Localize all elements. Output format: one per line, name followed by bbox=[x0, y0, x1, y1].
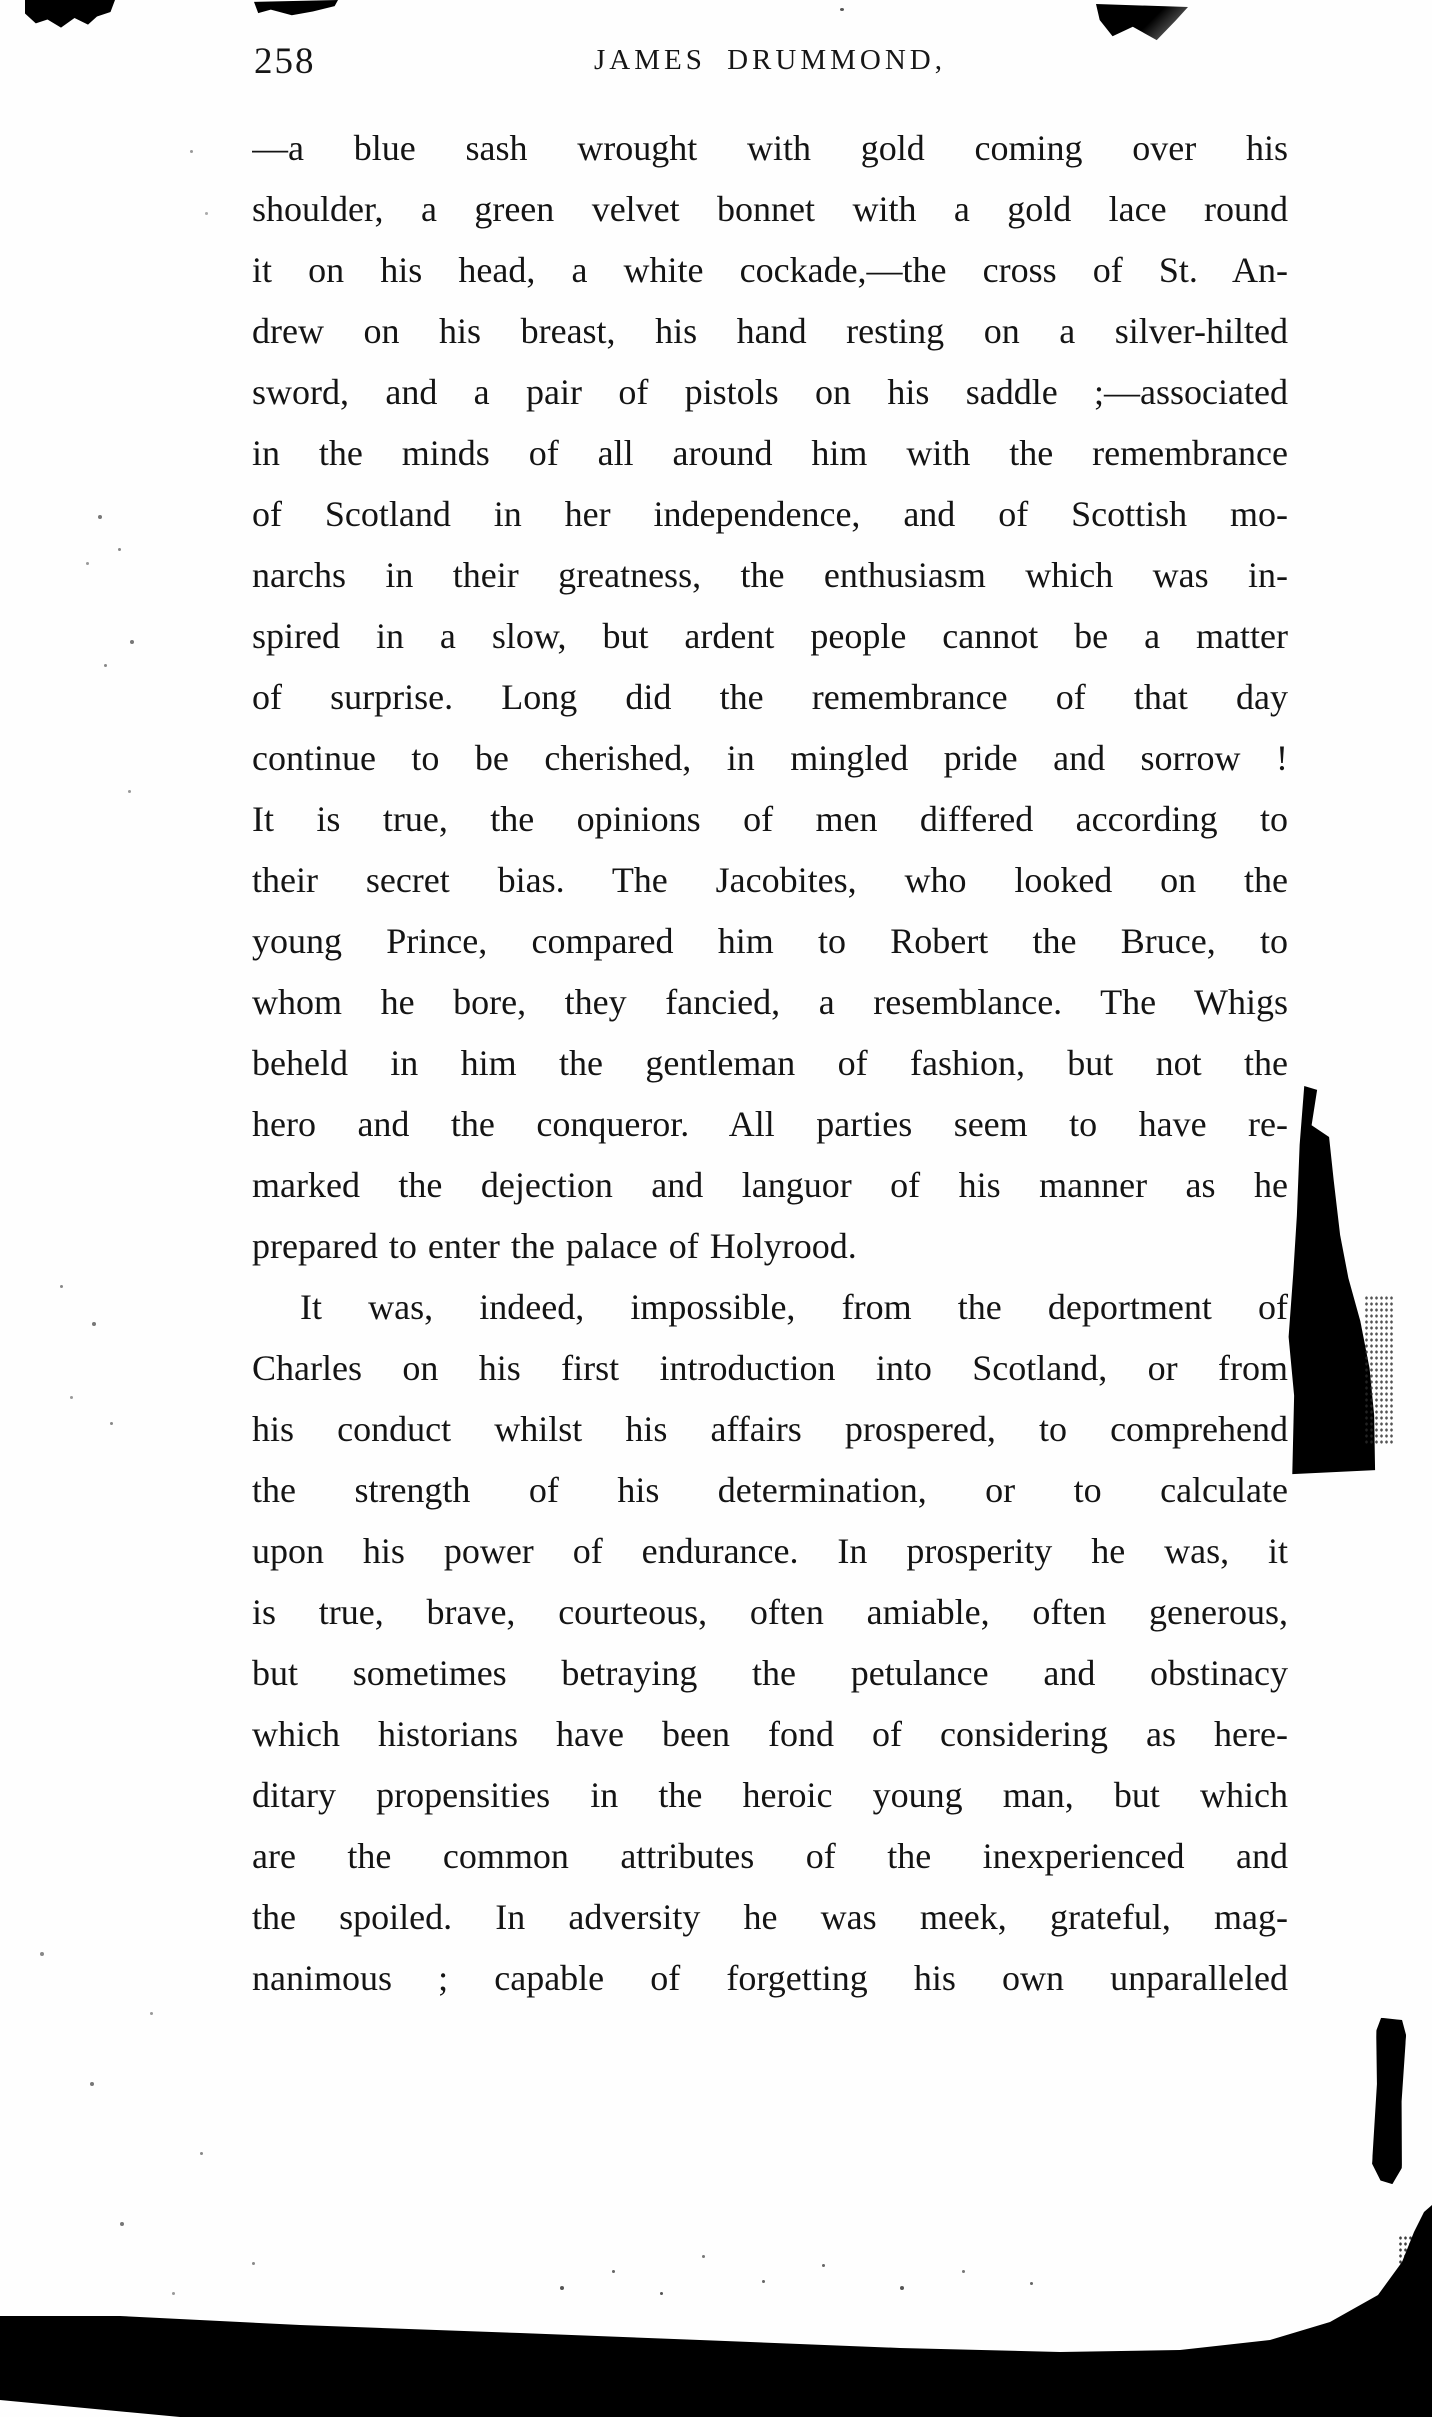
text-line: his conduct whilst his affairs prospered, to comprehend bbox=[252, 1409, 1288, 1449]
text-line: ditary propensities in the heroic young man, but which bbox=[252, 1775, 1288, 1815]
text-line: hero and the conqueror. All parties seem to have re- bbox=[252, 1104, 1288, 1144]
text-line: whom he bore, they fancied, a resemblance. The Whigs bbox=[252, 982, 1288, 1022]
scan-artifact-top-right-smudge bbox=[1096, 4, 1188, 42]
text-line: beheld in him the gentleman of fashion, but not the bbox=[252, 1043, 1288, 1083]
text-line: It is true, the opinions of men differed according to bbox=[252, 799, 1288, 839]
text-line: but sometimes betraying the petulance and obstinacy bbox=[252, 1653, 1288, 1693]
text-line: narchs in their greatness, the enthusiasm which was in- bbox=[252, 555, 1288, 595]
scan-noise-right-margin bbox=[1364, 1295, 1394, 1445]
text-line: drew on his breast, his hand resting on a silver-hilted bbox=[252, 311, 1288, 351]
text-line: continue to be cherished, in mingled pride and sorrow ! bbox=[252, 738, 1288, 778]
text-line: It was, indeed, impossible, from the deportment of bbox=[300, 1287, 1288, 1327]
text-line: upon his power of endurance. In prosperity he was, it bbox=[252, 1531, 1288, 1571]
page-body-text bbox=[252, 118, 1288, 2009]
text-line: young Prince, compared him to Robert the Bruce, to bbox=[252, 921, 1288, 961]
text-line: which historians have been fond of considering as here- bbox=[252, 1714, 1288, 1754]
text-line: Charles on his first introduction into Scotland, or from bbox=[252, 1348, 1288, 1388]
text-line: sword, and a pair of pistols on his saddle ;—associated bbox=[252, 372, 1288, 412]
text-line: marked the dejection and languor of his manner as he bbox=[252, 1165, 1288, 1205]
scan-artifact-top-smudge bbox=[254, 0, 338, 16]
text-line: —a blue sash wrought with gold coming over his bbox=[252, 128, 1288, 168]
scan-artifact-vertical-bar bbox=[1371, 2018, 1406, 2185]
running-title: JAMES DRUMMOND, bbox=[594, 44, 946, 76]
scan-artifact-right-ink-blob bbox=[1284, 1086, 1376, 1478]
text-line: shoulder, a green velvet bonnet with a gold lace round bbox=[252, 189, 1288, 229]
text-line: of surprise. Long did the remembrance of that day bbox=[252, 677, 1288, 717]
text-line: are the common attributes of the inexperienced and bbox=[252, 1836, 1288, 1876]
page-number: 258 bbox=[254, 41, 316, 82]
text-line: spired in a slow, but ardent people cannot be a matter bbox=[252, 616, 1288, 656]
scan-artifact-top-left-blob bbox=[25, 0, 115, 30]
text-line: their secret bias. The Jacobites, who looked on the bbox=[252, 860, 1288, 900]
page-header bbox=[252, 40, 1288, 90]
text-line: the spoiled. In adversity he was meek, grateful, mag- bbox=[252, 1897, 1288, 1937]
text-line: it on his head, a white cockade,—the cross of St. An- bbox=[252, 250, 1288, 290]
text-line: nanimous ; capable of forgetting his own unparalleled bbox=[252, 1958, 1288, 1998]
text-line: the strength of his determination, or to calculate bbox=[252, 1470, 1288, 1510]
text-line: of Scotland in her independence, and of Scottish mo- bbox=[252, 494, 1288, 534]
text-line: in the minds of all around him with the remembrance bbox=[252, 433, 1288, 473]
text-line: prepared to enter the palace of Holyrood. bbox=[252, 1226, 857, 1266]
text-line: is true, brave, courteous, often amiable, often generous, bbox=[252, 1592, 1288, 1632]
